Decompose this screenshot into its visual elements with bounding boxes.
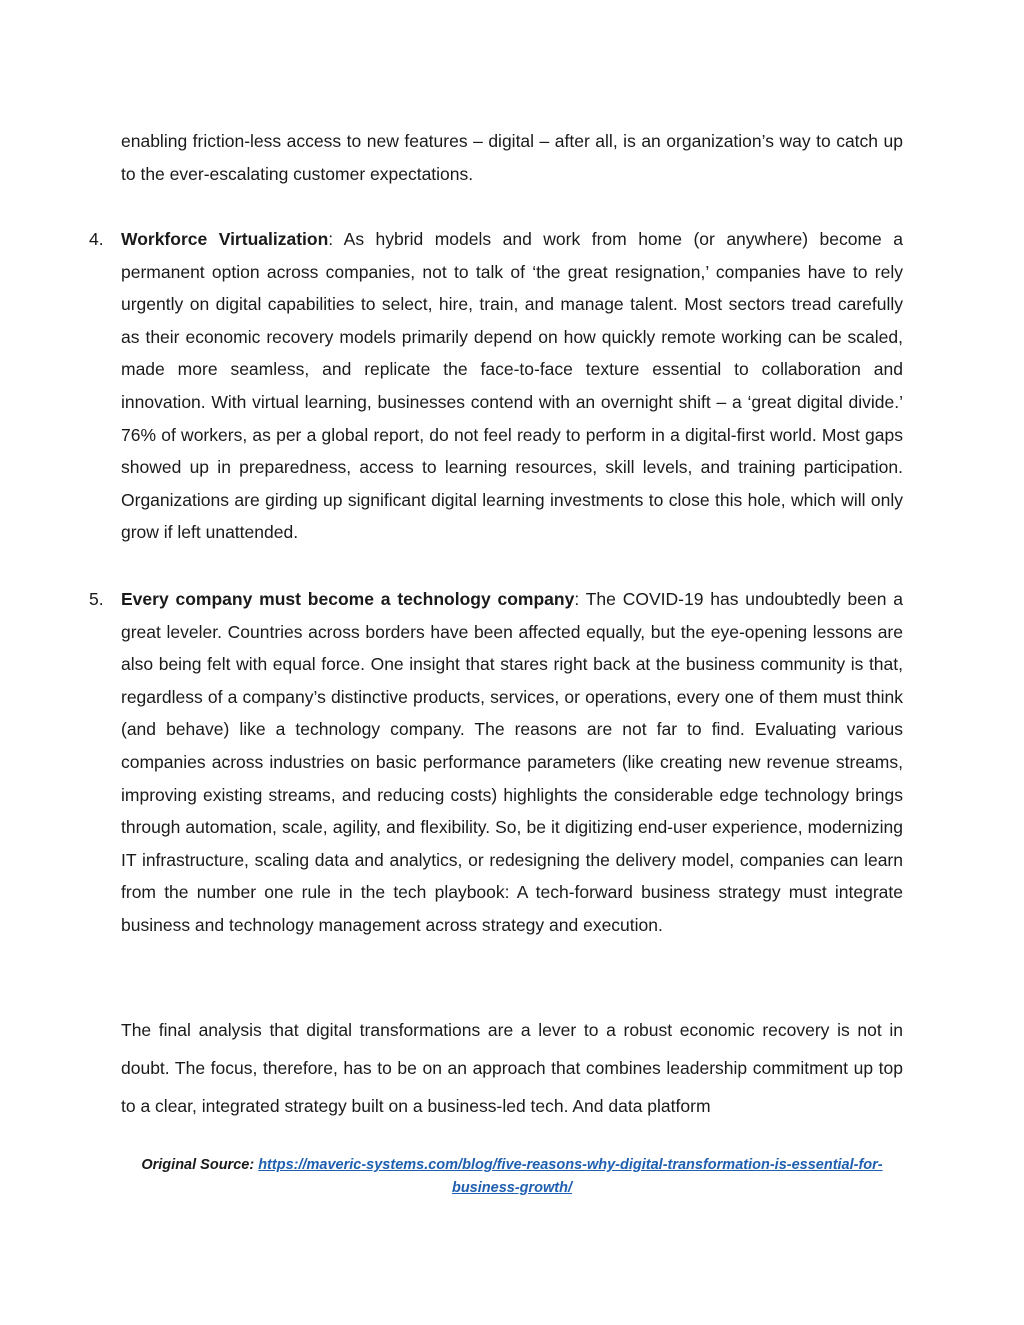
list-item-workforce-virtualization <box>89 223 903 549</box>
list-item-technology-company <box>89 583 903 942</box>
list-item-title: Every company must become a technology company <box>121 589 575 609</box>
list-item-separator: : <box>574 589 580 609</box>
original-source <box>121 1154 903 1200</box>
source-label: Original Source: <box>141 1157 255 1173</box>
source-link[interactable]: https://maveric-systems.com/blog/five-reasons-why-digital-transformation-is-essential-for-business-growth/ <box>258 1157 883 1196</box>
final-analysis-paragraph: The final analysis that digital transformations are a lever to a robust economic recovery is not in doubt. The focus, therefore, has to be on an approach that combines leadership commitment up top to a clear, integrated strategy built on a business-led tech. And data platform <box>121 1020 903 1116</box>
list-item-number: 5. <box>89 589 104 609</box>
continuation-paragraph: enabling friction-less access to new features – digital – after all, is an organization’s way to catch up to the ever-escalating customer expectations. <box>121 131 903 184</box>
list-item-separator: : <box>328 229 334 249</box>
list-item-title: Workforce Virtualization <box>121 229 329 249</box>
list-item-body: As hybrid models and work from home (or anywhere) become a permanent option across companies, not to talk of ‘the great resignation,’ companies have to rely urgently on digital capabilities to select, hire, train, and manage talent. Most sectors tread carefully as their economic recovery models primarily depend on how quickly remote working can be scaled, made more seamless, and replicate the face-to-face texture essential to collaboration and innovation. With virtual learning, businesses contend with an overnight shift – a ‘great digital divide.’ 76% of workers, as per a global report, do not feel ready to perform in a digital-first world. Most gaps showed up in preparedness, access to learning resources, skill levels, and training participation. Organizations are girding up significant digital learning investments to close this hole, which will only grow if left unattended. <box>121 229 903 543</box>
list-item-body: The COVID-19 has undoubtedly been a great leveler. Countries across borders have been affected equally, but the eye-opening lessons are also being felt with equal force. One insight that stares right back at the business community is that, regardless of a company’s distinctive products, services, or operations, every one of them must think (and behave) like a technology company. The reasons are not far to find. Evaluating various companies across industries on basic performance parameters (like creating new revenue streams, improving existing streams, and reducing costs) highlights the considerable edge technology brings through automation, scale, agility, and flexibility. So, be it digitizing end-user experience, modernizing IT infrastructure, scaling data and analytics, or redesigning the delivery model, companies can learn from the number one rule in the tech playbook: A tech-forward business strategy must integrate business and technology management across strategy and execution. <box>121 589 903 935</box>
list-item-number: 4. <box>89 229 104 249</box>
